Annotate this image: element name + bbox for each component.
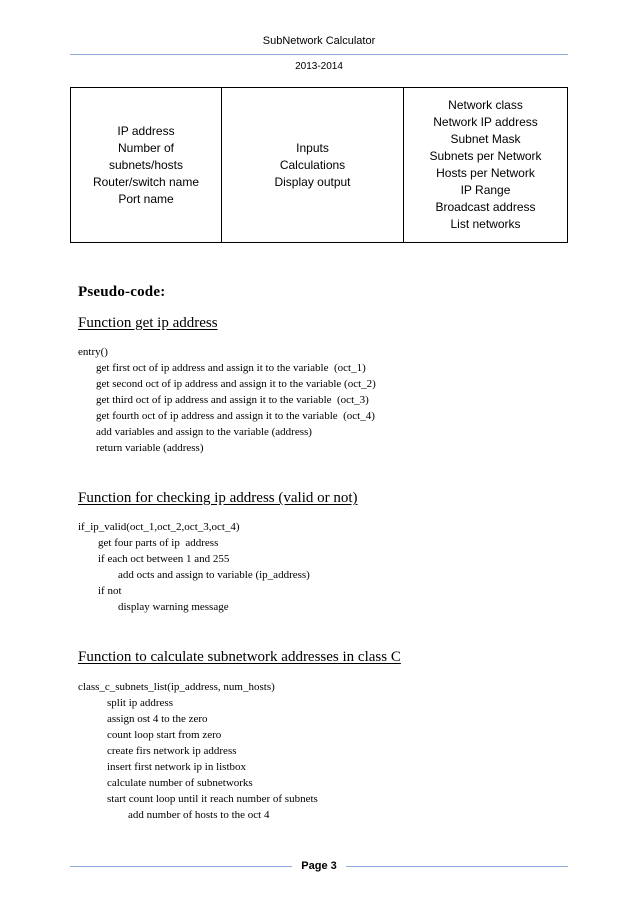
- code-line: add number of hosts to the oct 4: [128, 809, 270, 821]
- code-line: get fourth oct of ip address and assign it to the variable (oct_4): [96, 410, 375, 422]
- code-line: add octs and assign to variable (ip_address): [118, 569, 310, 581]
- process-item: Calculations: [279, 157, 346, 172]
- process-item: Inputs: [296, 140, 329, 155]
- output-item: Subnet Mask: [450, 132, 521, 146]
- ipo-table: [70, 87, 568, 243]
- function-heading: Function for checking ip address (valid or not): [78, 490, 358, 506]
- output-item: Network class: [448, 98, 523, 112]
- header-divider: [70, 54, 568, 55]
- code-line: split ip address: [107, 697, 173, 709]
- output-item: Network IP address: [433, 115, 538, 129]
- code-line: entry(): [78, 346, 108, 358]
- process-item: Display output: [274, 174, 351, 189]
- input-item: Port name: [118, 191, 174, 206]
- output-item: Subnets per Network: [429, 149, 542, 163]
- output-item: Broadcast address: [435, 200, 536, 214]
- code-line: get first oct of ip address and assign it to the variable (oct_1): [96, 362, 366, 374]
- inputs-cell: [71, 88, 222, 243]
- output-item: Hosts per Network: [436, 166, 535, 180]
- code-line: get second oct of ip address and assign it to the variable (oct_2): [96, 378, 376, 390]
- function-heading: Function get ip address: [78, 315, 218, 331]
- page-number: Page 3: [301, 860, 337, 872]
- process-cell: [222, 88, 404, 243]
- document-title: SubNetwork Calculator: [262, 35, 376, 47]
- document-year: 2013-2014: [295, 61, 343, 72]
- section-title: Pseudo-code:: [78, 284, 166, 300]
- footer-divider-right: [346, 866, 568, 867]
- code-line: assign ost 4 to the zero: [107, 713, 208, 725]
- code-line: create firs network ip address: [107, 745, 237, 757]
- outputs-cell: [404, 88, 568, 243]
- code-line: return variable (address): [96, 442, 204, 454]
- code-line: get third oct of ip address and assign it to the variable (oct_3): [96, 394, 369, 406]
- input-item: IP address: [117, 123, 175, 138]
- table-row: [71, 88, 568, 243]
- code-line: display warning message: [118, 601, 229, 613]
- input-item: Number of: [117, 140, 175, 155]
- code-line: insert first network ip in listbox: [107, 761, 247, 773]
- code-line: start count loop until it reach number of subnets: [107, 793, 318, 805]
- output-item: IP Range: [460, 183, 511, 197]
- function-heading: Function to calculate subnetwork addresses in class C: [78, 649, 401, 665]
- input-item: subnets/hosts: [108, 157, 184, 172]
- input-item: Router/switch name: [92, 174, 200, 189]
- code-line: calculate number of subnetworks: [107, 777, 253, 789]
- code-line: class_c_subnets_list(ip_address, num_hosts): [78, 681, 275, 693]
- code-line: count loop start from zero: [107, 729, 222, 741]
- code-line: add variables and assign to the variable (address): [96, 426, 312, 438]
- code-line: if each oct between 1 and 255: [98, 553, 230, 565]
- code-line: if_ip_valid(oct_1,oct_2,oct_3,oct_4): [78, 521, 240, 533]
- output-item: List networks: [450, 217, 521, 231]
- code-line: if not: [98, 585, 122, 597]
- code-line: get four parts of ip address: [98, 537, 219, 549]
